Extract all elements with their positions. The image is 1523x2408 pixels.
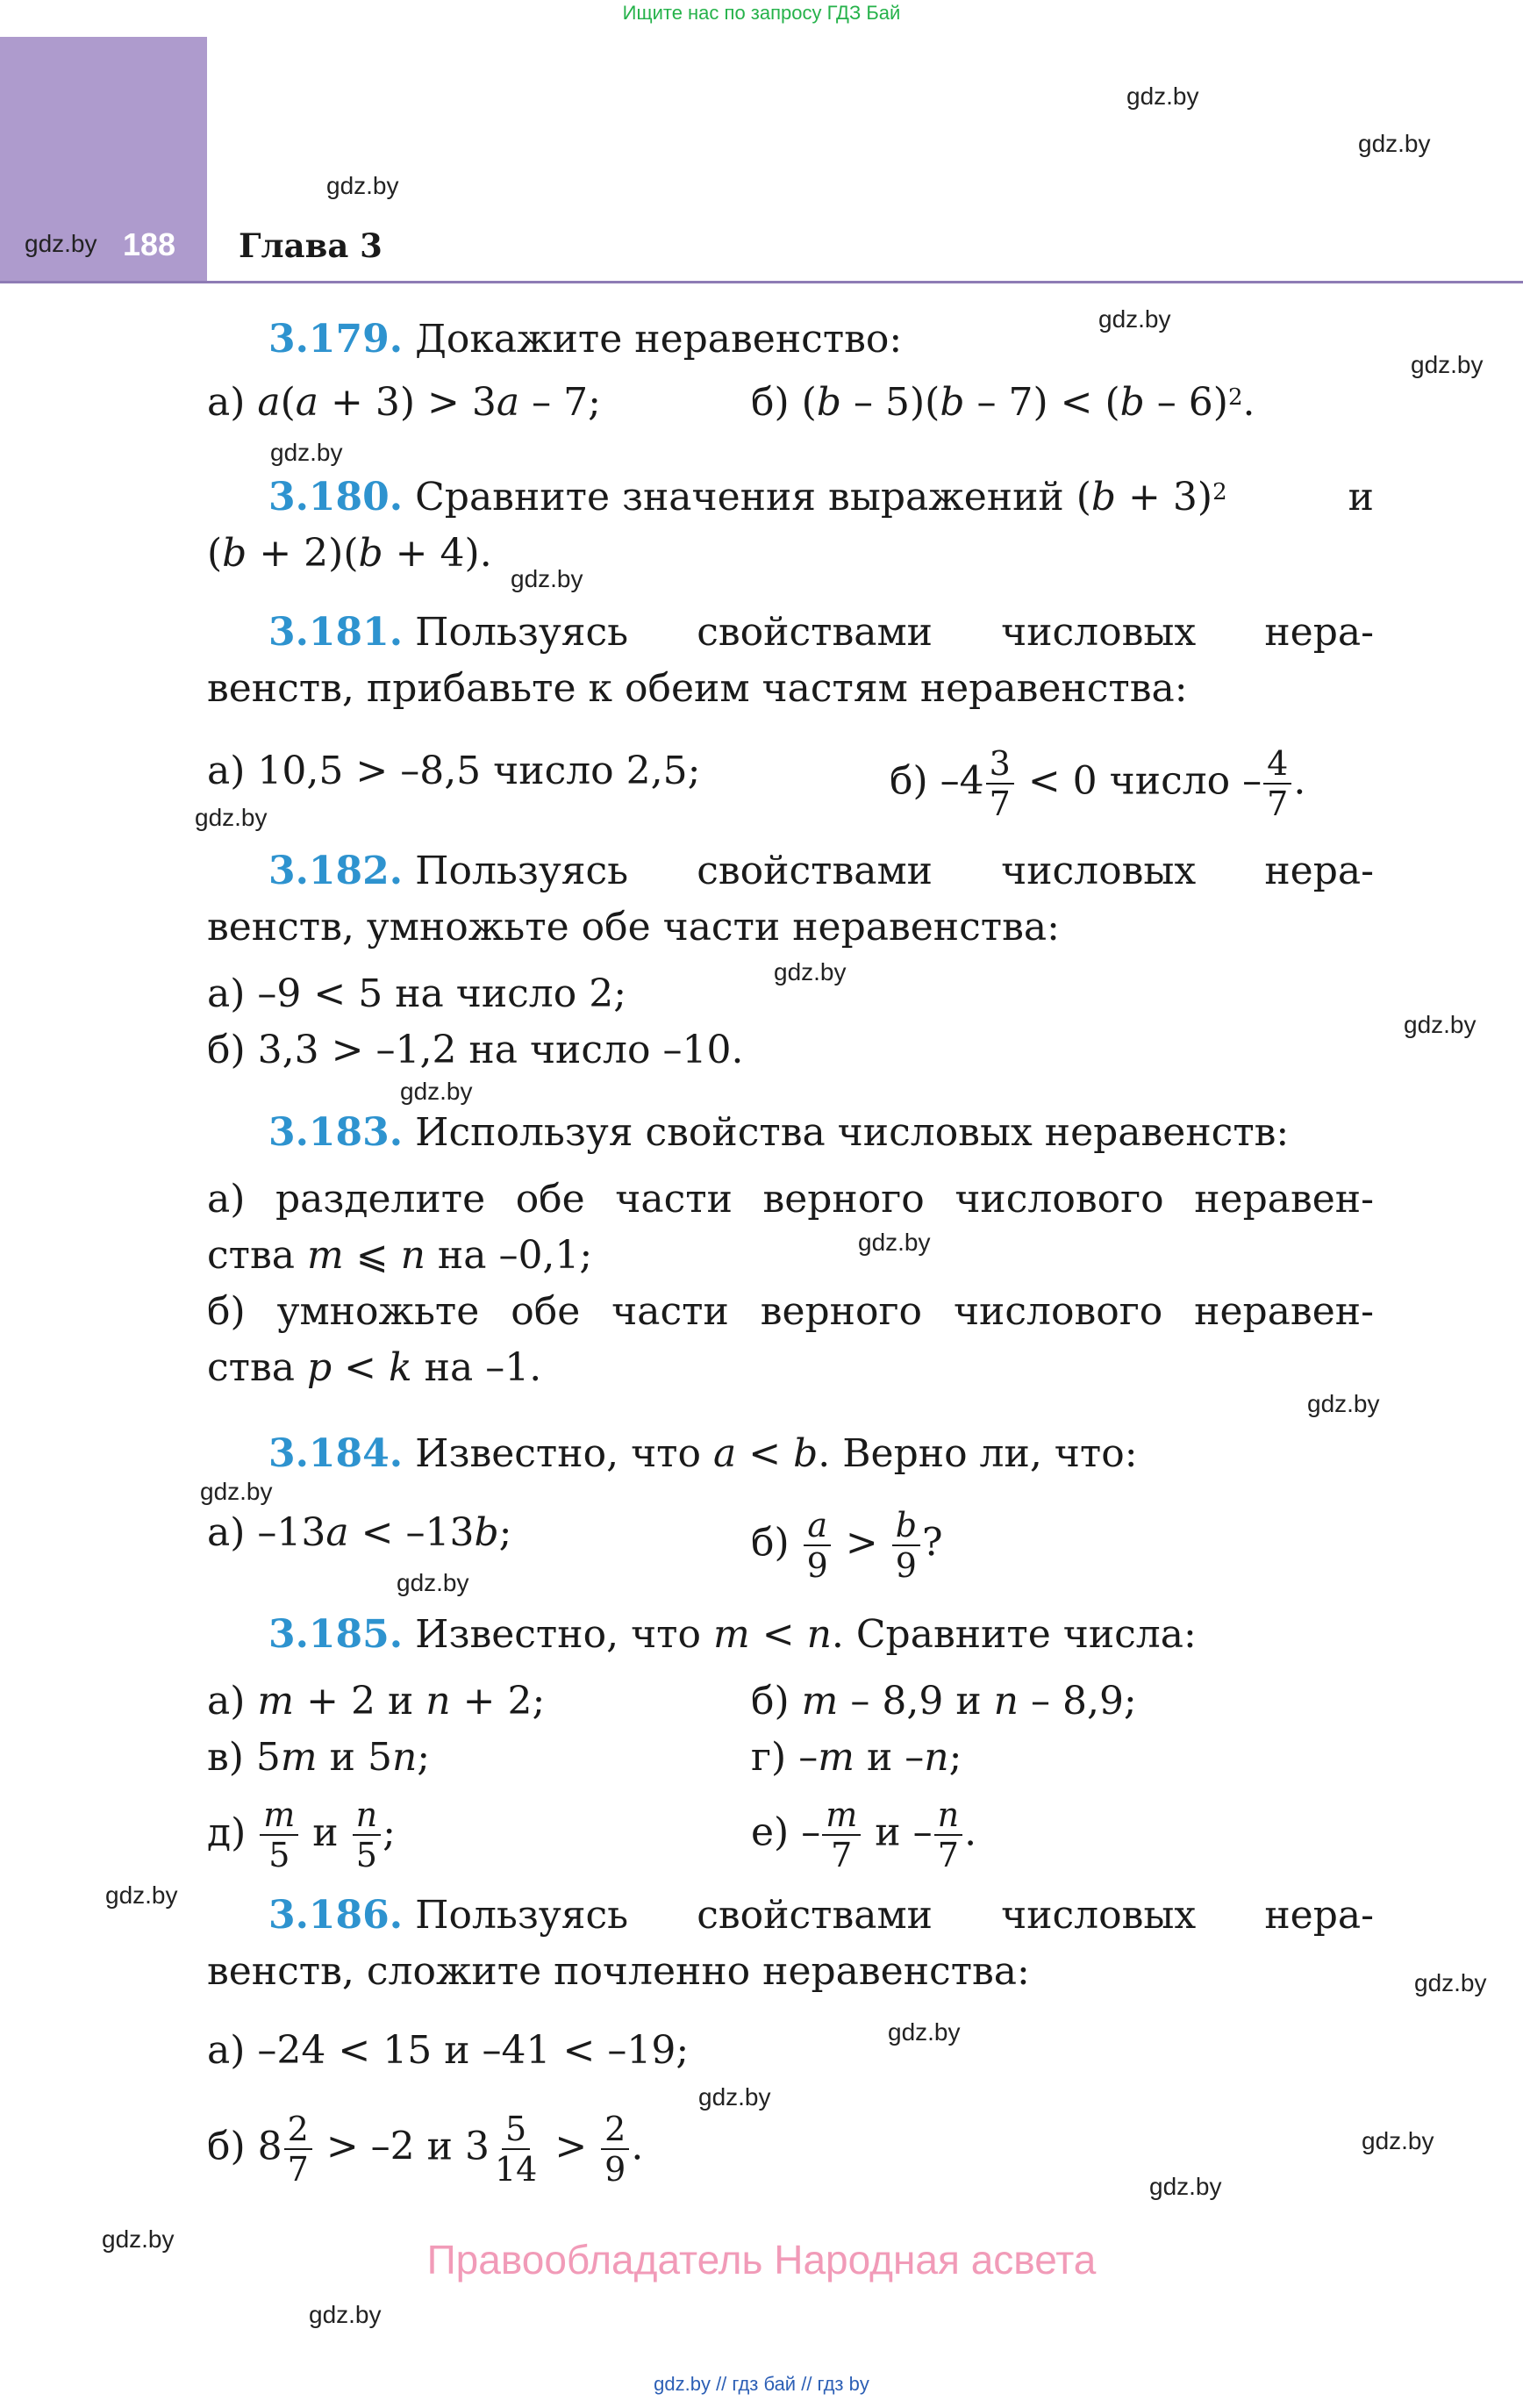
watermark: gdz.by xyxy=(888,2018,961,2046)
item-b-line1 xyxy=(207,1285,1374,1339)
problem-3-179-items xyxy=(207,376,1374,430)
fraction: $\frac{b}{9}$ xyxy=(892,1506,920,1585)
problem-number: 3.184. xyxy=(268,1431,404,1476)
problem-text: Докажите неравенство: xyxy=(415,317,903,362)
watermark: gdz.by xyxy=(1149,2173,1222,2200)
word: части xyxy=(615,1177,733,1222)
watermark: gdz.by xyxy=(1362,2127,1434,2154)
problem-3-185-row3 xyxy=(207,1795,1374,1874)
problem-text: . Сравните числа: xyxy=(831,1612,1197,1657)
fraction: $\frac{5}{14}$ xyxy=(494,2110,538,2189)
item-b-label: б) xyxy=(207,1289,246,1334)
item-label: д) xyxy=(207,1810,247,1855)
header-divider xyxy=(0,281,1523,283)
item-d: д) $\frac{m}{5}$ и $\frac{n}{5}$ ; xyxy=(207,1795,396,1874)
problem-number: 3.181. xyxy=(268,610,404,655)
watermark: gdz.by xyxy=(858,1229,931,1256)
item-b: б) m – 8,9 и n – 8,9; xyxy=(751,1679,1137,1724)
item-a-label: а) xyxy=(207,380,258,425)
item-label: е) xyxy=(751,1810,790,1855)
problem-3-182 xyxy=(207,844,1374,899)
item-a: а) a(a + 3) > 3a – 7; xyxy=(207,380,601,425)
problem-3-179 xyxy=(207,312,1374,367)
watermark: gdz.by xyxy=(1404,1011,1477,1038)
watermark: gdz.by xyxy=(102,2225,175,2253)
word: верного xyxy=(760,1289,923,1334)
watermark: gdz.by xyxy=(511,565,583,592)
fraction: $\frac{4}{7}$ xyxy=(1263,744,1291,823)
problem-3-186 xyxy=(207,1888,1374,1943)
problem-text: . Верно ли, что: xyxy=(818,1431,1138,1476)
watermark: gdz.by xyxy=(105,1881,178,1909)
problem-number: 3.180. xyxy=(268,475,404,520)
problem-word: числовых xyxy=(1001,1893,1197,1938)
problem-word: Пользуясь xyxy=(415,610,629,655)
watermark: gdz.by xyxy=(1126,82,1199,110)
problem-3-180-line2: (b + 2)(b + 4). xyxy=(207,531,492,576)
problem-word: свойствами xyxy=(697,849,933,893)
word: ства xyxy=(207,1233,307,1278)
item-b: б) 3,3 > –1,2 на число –10. xyxy=(207,1028,744,1072)
item-b: б) $\frac{a}{9}$ > $\frac{b}{9}$ ? xyxy=(751,1506,943,1585)
problem-3-181 xyxy=(207,606,1374,660)
problem-word: нера- xyxy=(1264,1893,1374,1938)
word: числового xyxy=(955,1177,1164,1222)
bottom-note: gdz.by // гдз бай // гдз by xyxy=(654,2373,869,2395)
item-a-label: а) xyxy=(207,1177,246,1222)
item-b: б) (b – 5)(b – 7) < (b – 6)$^2$. xyxy=(751,380,1255,425)
fraction: $\frac{2}{7}$ xyxy=(284,2110,312,2189)
item-b: б) 8 $\frac{2}{7}$ > –2 и 3 $\frac{5}{14}$ > $\frac{2}{9}$ . xyxy=(207,2110,644,2189)
watermark: gdz.by xyxy=(698,2083,771,2111)
problem-3-180: 3.180. Сравните значения выражений $(b + 3)^2$ и xyxy=(207,470,1374,525)
problem-word: нера- xyxy=(1264,610,1374,655)
problem-text-line2: венств, умножьте обе части неравенства: xyxy=(207,905,1060,950)
problem-text: Известно, что xyxy=(415,1612,713,1657)
watermark: gdz.by xyxy=(1098,305,1171,333)
problem-3-183 xyxy=(207,1106,1374,1160)
item-g: г) –m и –n; xyxy=(751,1735,962,1780)
problem-number: 3.186. xyxy=(268,1893,404,1938)
item-a: а) –9 < 5 на число 2; xyxy=(207,971,627,1016)
item-label: г) xyxy=(751,1735,787,1780)
problem-number: 3.182. xyxy=(268,849,404,893)
fraction: $\frac{n}{5}$ xyxy=(353,1795,381,1874)
word: на –1. xyxy=(411,1345,542,1390)
watermark: gdz.by xyxy=(326,172,399,199)
problem-3-184: 3.184. Известно, что a < b. Верно ли, что: xyxy=(268,1431,1138,1476)
word: на –0,1; xyxy=(425,1233,593,1278)
watermark: gdz.by xyxy=(400,1078,473,1105)
watermark: gdz.by xyxy=(200,1478,273,1505)
top-note: Ищите нас по запросу ГДЗ Бай xyxy=(622,2,901,24)
problem-number: 3.179. xyxy=(268,317,404,362)
watermark: gdz.by xyxy=(1414,1969,1487,1996)
item-label: в) xyxy=(207,1735,244,1780)
word: верного xyxy=(762,1177,925,1222)
problem-text-line2: венств, прибавьте к обеим частям неравенства: xyxy=(207,666,1188,711)
problem-word: Пользуясь xyxy=(415,849,629,893)
problem-word: нера- xyxy=(1264,849,1374,893)
fraction: $\frac{a}{9}$ xyxy=(804,1506,832,1585)
problem-3-185: 3.185. Известно, что m < n. Сравните числа: xyxy=(268,1612,1197,1657)
word: обе xyxy=(511,1289,581,1334)
fraction: $\frac{m}{7}$ xyxy=(822,1795,861,1874)
problem-text-and: и xyxy=(1348,475,1374,520)
problem-number: 3.185. xyxy=(268,1612,404,1657)
problem-text-line2: венств, сложите почленно неравенства: xyxy=(207,1949,1030,1994)
item-a-line1 xyxy=(207,1172,1374,1227)
problem-number: 3.183. xyxy=(268,1110,404,1155)
item-b-label: б) –4 xyxy=(890,758,984,804)
problem-text: Сравните значения выражений xyxy=(415,475,1076,520)
watermark: gdz.by xyxy=(309,2301,382,2328)
problem-word: свойствами xyxy=(697,1893,933,1938)
item-b-text: < 0 число – xyxy=(1015,758,1262,804)
problem-word: свойствами xyxy=(697,610,933,655)
problem-3-185-row2 xyxy=(207,1731,1374,1785)
word: умножьте xyxy=(276,1289,480,1334)
item-label: а) xyxy=(207,1679,246,1724)
watermark: gdz.by xyxy=(195,804,268,831)
watermark: gdz.by xyxy=(774,958,847,985)
item-b: б) –4 $\frac{3}{7}$ < 0 число – $\frac{4}{7}$ . xyxy=(890,744,1306,823)
problem-word: числовых xyxy=(1001,849,1197,893)
problem-word: Пользуясь xyxy=(415,1893,629,1938)
page-number: 188 xyxy=(123,226,176,262)
item-b-line2: ства p < k на –1. xyxy=(207,1345,542,1390)
item-b-label: б) xyxy=(751,1520,802,1566)
fraction: $\frac{2}{9}$ xyxy=(601,2110,629,2189)
item-a: а) –13a < –13b; xyxy=(207,1510,512,1555)
word: ства xyxy=(207,1345,307,1390)
word: нерaвен- xyxy=(1194,1177,1374,1222)
problem-text: Используя свойства числовых неравенств: xyxy=(415,1110,1290,1155)
watermark: gdz.by xyxy=(1307,1390,1380,1417)
item-e: е) – $\frac{m}{7}$ и – $\frac{n}{7}$ . xyxy=(751,1795,977,1874)
problem-3-185-row1 xyxy=(207,1674,1374,1729)
item-a: а) 10,5 > –8,5 число 2,5; xyxy=(207,749,701,793)
copyright-note: Правообладатель Народная асвета xyxy=(426,2237,1097,2283)
watermark: gdz.by xyxy=(1358,130,1431,157)
word: обе xyxy=(515,1177,585,1222)
fraction: $\frac{3}{7}$ xyxy=(986,744,1014,823)
item-b-label: б) xyxy=(751,380,802,425)
fraction: $\frac{m}{5}$ xyxy=(260,1795,298,1874)
problem-text: Известно, что xyxy=(415,1431,713,1476)
watermark: gdz.by xyxy=(1411,351,1484,378)
word: нерaвен- xyxy=(1194,1289,1374,1334)
item-label: б) xyxy=(751,1679,790,1724)
word: числового xyxy=(953,1289,1163,1334)
item-a-label: а) –13 xyxy=(207,1510,326,1555)
item-a: а) –24 < 15 и –41 < –19; xyxy=(207,2028,690,2073)
chapter-title: Глава 3 xyxy=(239,226,383,265)
item-a: а) m + 2 и n + 2; xyxy=(207,1679,546,1724)
item-a-line2: ства m ⩽ n на –0,1; xyxy=(207,1233,593,1278)
watermark: gdz.by xyxy=(25,230,97,257)
watermark: gdz.by xyxy=(270,439,343,466)
word: части xyxy=(611,1289,729,1334)
problem-word: числовых xyxy=(1001,610,1197,655)
watermark: gdz.by xyxy=(397,1569,469,1596)
word: разделите xyxy=(275,1177,486,1222)
fraction: $\frac{n}{7}$ xyxy=(934,1795,962,1874)
item-v: в) 5m и 5n; xyxy=(207,1735,431,1780)
